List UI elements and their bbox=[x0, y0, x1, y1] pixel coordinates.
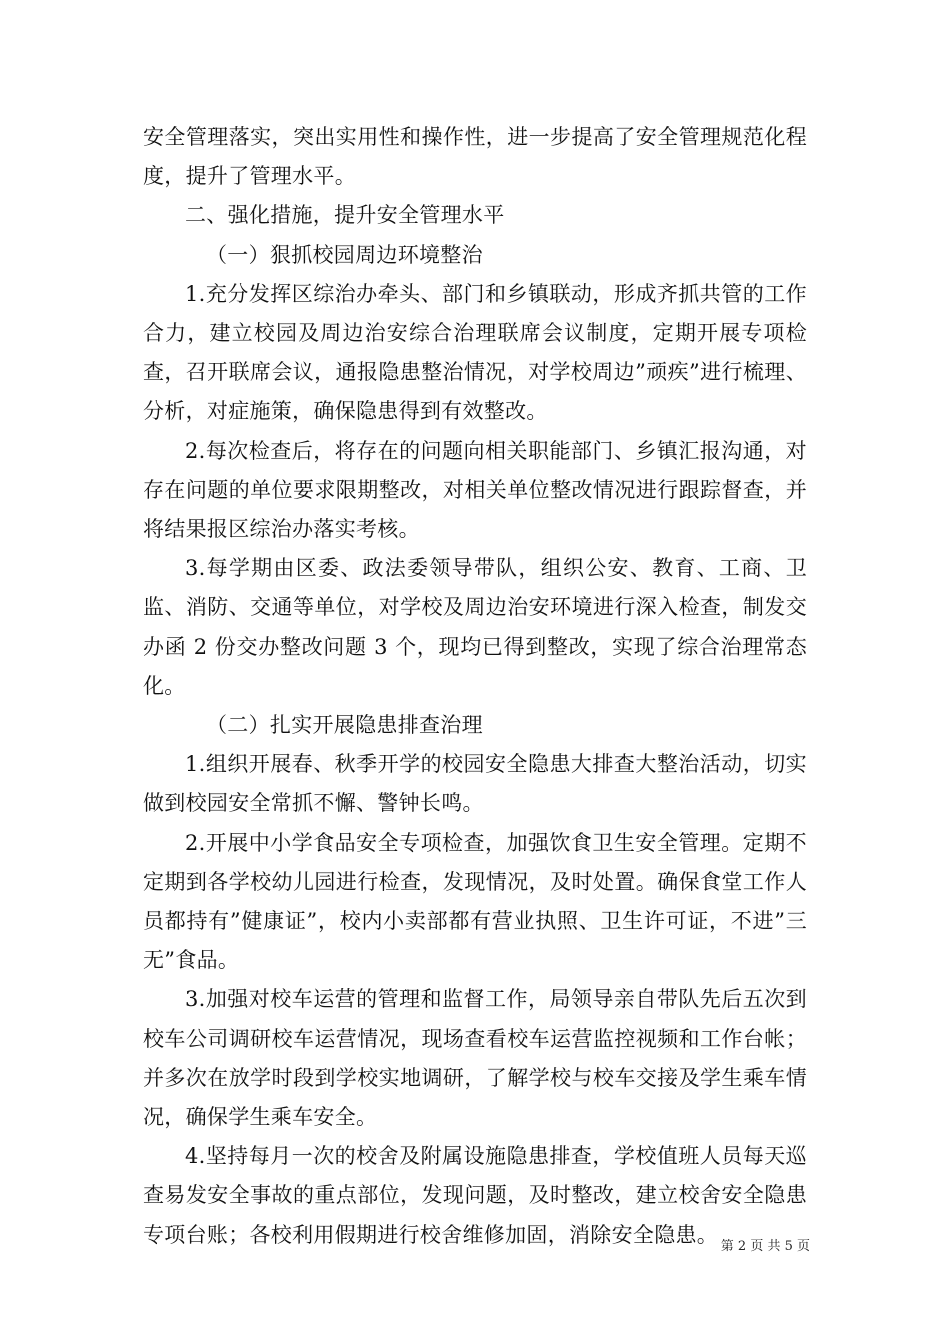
paragraph-item-1-2: 2.每次检查后，将存在的问题向相关职能部门、乡镇汇报沟通，对存在问题的单位要求限期整改，对相关单位整改情况进行跟踪督查，并将结果报区综治办落实考核。 bbox=[143, 438, 807, 542]
paragraph-continuation: 安全管理落实，突出实用性和操作性，进一步提高了安全管理规范化程度，提升了管理水平。 bbox=[143, 125, 807, 189]
paragraph-item-2-1: 1.组织开展春、秋季开学的校园安全隐患大排查大整治活动，切实做到校园安全常抓不懈、警钟长鸣。 bbox=[143, 752, 807, 816]
document-body bbox=[143, 118, 807, 1255]
section-heading-2: 二、强化措施，提升安全管理水平 bbox=[185, 203, 505, 228]
paragraph-item-2-3: 3.加强对校车运营的管理和监督工作，局领导亲自带队先后五次到校车公司调研校车运营情况，现场查看校车运营监控视频和工作台帐；并多次在放学时段到学校实地调研，了解学校与校车交接及学生乘车情况，确保学生乘车安全。 bbox=[143, 987, 807, 1130]
paragraph-item-2-4: 4.坚持每月一次的校舍及附属设施隐患排查，学校值班人员每天巡查易发安全事故的重点部位，发现问题，及时整改，建立校舍安全隐患专项台账；各校利用假期进行校舍维修加固，消除安全隐患。 bbox=[143, 1144, 807, 1247]
paragraph-item-1-3: 3.每学期由区委、政法委领导带队，组织公安、教育、工商、卫监、消防、交通等单位，对学校及周边治安环境进行深入检查，制发交办函 2 份交办整改问题 3 个，现均已得到整改，实现了综合治理常态化。 bbox=[143, 556, 807, 698]
subsection-heading-1: （一）狠抓校园周边环境整治 bbox=[206, 242, 483, 267]
paragraph-item-1-1: 1.充分发挥区综治办牵头、部门和乡镇联动，形成齐抓共管的工作合力，建立校园及周边治安综合治理联席会议制度，定期开展专项检查，召开联席会议，通报隐患整治情况，对学校周边”顽疾”进行梳理、分析，对症施策，确保隐患得到有效整改。 bbox=[143, 281, 807, 424]
subsection-heading-2: （二）扎实开展隐患排查治理 bbox=[206, 713, 483, 738]
page-number: 第 2 页 共 5 页 bbox=[720, 1239, 810, 1254]
paragraph-item-2-2: 2.开展中小学食品安全专项检查，加强饮食卫生安全管理。定期不定期到各学校幼儿园进行检查，发现情况，及时处置。确保食堂工作人员都持有”健康证”，校内小卖部都有营业执照、卫生许可证，不进”三无”食品。 bbox=[143, 830, 807, 973]
